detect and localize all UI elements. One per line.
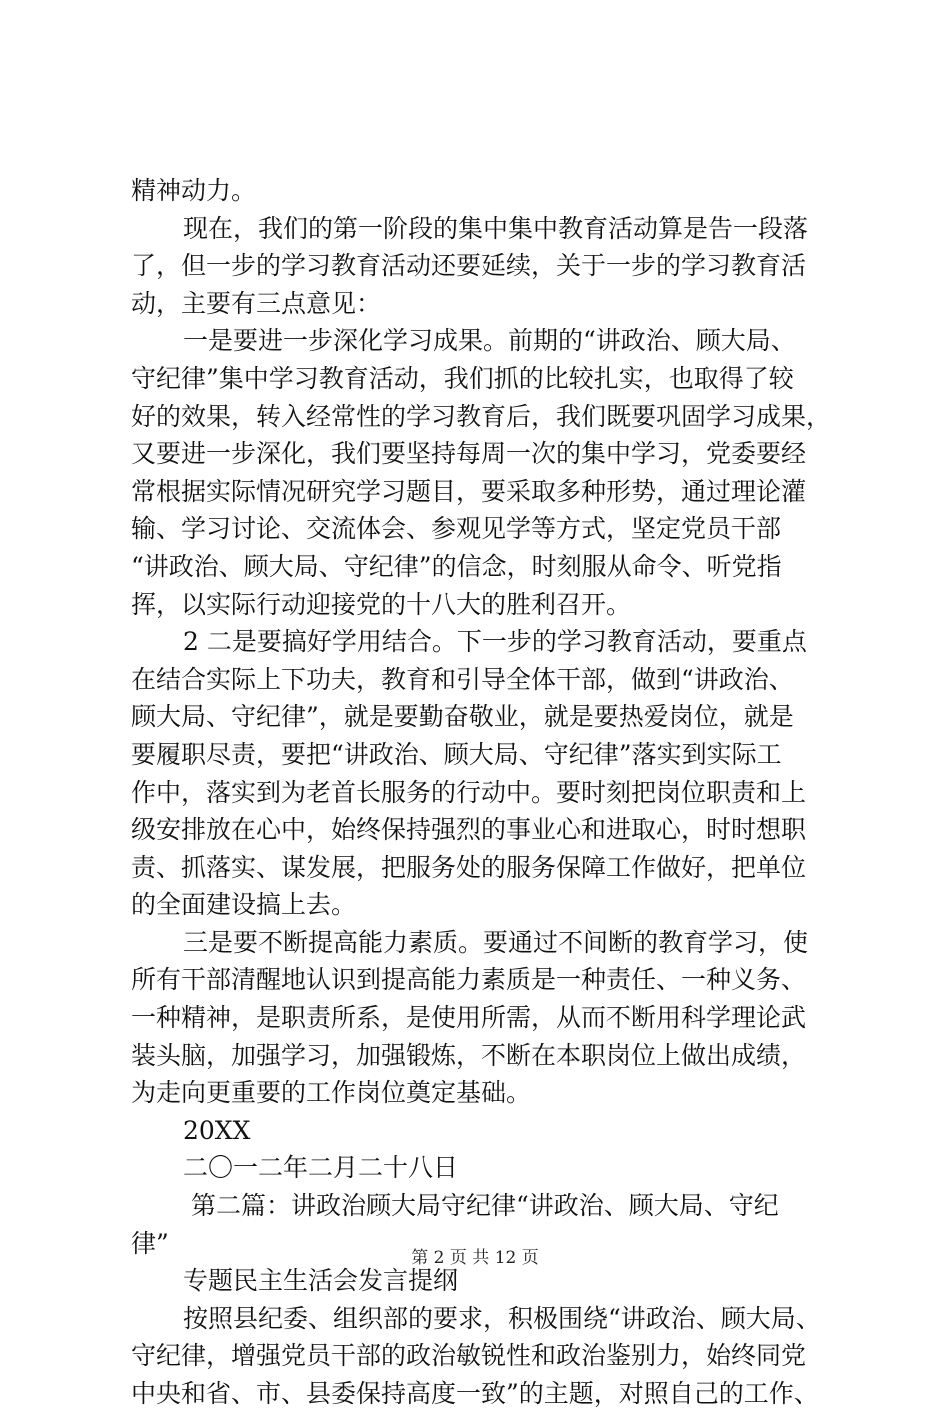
text-line: 一是要进一步深化学习成果。前期的“讲政治、顾大局、 bbox=[183, 326, 796, 356]
text-line: 了，但一步的学习教育活动还要延续，关于一步的学习教育活 bbox=[131, 251, 807, 281]
text-line: 三是要不断提高能力素质。要通过不间断的教育学习，使 bbox=[183, 927, 809, 957]
text-line: 2 二是要搞好学用结合。下一步的学习教育活动，要重点 bbox=[183, 627, 807, 657]
text-line: 作中，落实到为老首长服务的行动中。要时刻把岗位职责和上 bbox=[131, 777, 807, 807]
text-line: 挥，以实际行动迎接党的十八大的胜利召开。 bbox=[131, 589, 632, 619]
text-line: 二〇一二年二月二十八日 bbox=[183, 1153, 459, 1183]
text-line: 守纪律，增强党员干部的政治敏锐性和政治鉴别力，始终同党 bbox=[131, 1341, 807, 1371]
text-line: 为走向更重要的工作岗位奠定基础。 bbox=[131, 1078, 532, 1108]
text-line: 现在，我们的第一阶段的集中集中教育活动算是告一段落 bbox=[183, 213, 809, 243]
text-line: 所有干部清醒地认识到提高能力素质是一种责任、一种义务、 bbox=[131, 965, 807, 995]
text-line: 级安排放在心中，始终保持强烈的事业心和进取心，时时想职 bbox=[131, 815, 807, 845]
text-line: 在结合实际上下功夫，教育和引导全体干部，做到“讲政治、 bbox=[131, 664, 794, 694]
document-body bbox=[131, 172, 836, 1413]
text-line: 一种精神，是职责所系，是使用所需，从而不断用科学理论武 bbox=[131, 1003, 807, 1033]
text-line: 常根据实际情况研究学习题目，要采取多种形势，通过理论灌 bbox=[131, 476, 807, 506]
page-number-footer: 第 2 页 共 12 页 bbox=[411, 1248, 539, 1268]
text-line: 中央和省、市、县委保持高度一致”的主题，对照自己的工作、 bbox=[131, 1379, 819, 1408]
text-line: 又要进一步深化，我们要坚持每周一次的集中学习，党委要经 bbox=[131, 439, 807, 469]
section-title: 第二篇：讲政治顾大局守纪律“讲政治、顾大局、守纪 bbox=[191, 1191, 779, 1221]
text-line: 好的效果，转入经常性的学习教育后，我们既要巩固学习成果， bbox=[131, 401, 832, 431]
section-title-cont: 律” bbox=[131, 1228, 169, 1258]
text-line: 按照县纪委、组织部的要求，积极围绕“讲政治、顾大局、 bbox=[183, 1303, 821, 1333]
text-line: 动，主要有三点意见： bbox=[131, 288, 382, 318]
text-line: 守纪律”集中学习教育活动，我们抓的比较扎实，也取得了较 bbox=[131, 363, 794, 393]
text-line: 责、抓落实、谋发展，把服务处的服务保障工作做好，把单位 bbox=[131, 852, 807, 882]
text-line: 20XX bbox=[183, 1115, 251, 1145]
text-line: 输、学习讨论、交流体会、参观见学等方式，坚定党员干部 bbox=[131, 514, 782, 544]
text-line: 顾大局、守纪律”，就是要勤奋敬业，就是要热爱岗位，就是 bbox=[131, 702, 794, 732]
subtitle: 专题民主生活会发言提纲 bbox=[183, 1266, 459, 1296]
text-line: “讲政治、顾大局、守纪律”的信念，时刻服从命令、听党指 bbox=[131, 551, 782, 581]
text-line: 精神动力。 bbox=[131, 176, 257, 205]
text-line: 要履职尽责，要把“讲政治、顾大局、守纪律”落实到实际工 bbox=[131, 739, 782, 769]
text-line: 装头脑，加强学习，加强锻炼，不断在本职岗位上做出成绩， bbox=[131, 1040, 807, 1070]
text-line: 的全面建设搞上去。 bbox=[131, 890, 357, 920]
